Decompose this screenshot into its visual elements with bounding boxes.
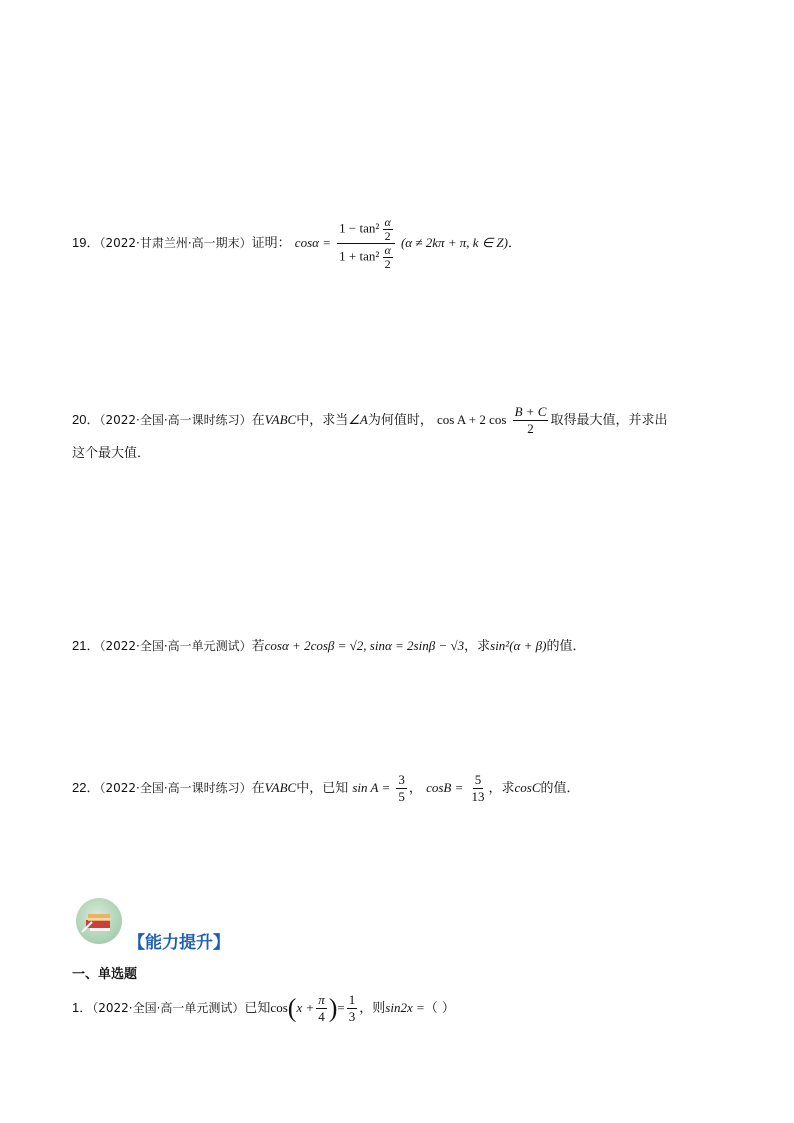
question-number: 21．: [72, 638, 100, 653]
fraction-5-13: $\frac{5}{13}$: [471, 772, 485, 804]
formula-expression: cos A + 2 cos: [436, 412, 507, 427]
question-number: 1．: [72, 1000, 93, 1015]
question-number: 20．: [72, 412, 100, 427]
question-source: （2022·全国·高一课时练习）: [99, 413, 252, 427]
question-19: 19．（2022·甘肃兰州·高一期末）证明： cosα = 1 − tan² $\frac{\alpha}{2}$ 1 + tan² $\frac{\alpha}{2}$ (α ≠ 2kπ + π, k ∈ Z)．: [72, 215, 521, 271]
formula-fraction: 1 − tan² $\frac{\alpha}{2}$ 1 + tan² $\frac{\alpha}{2}$: [337, 216, 395, 271]
fraction-3-5: $\frac{3}{5}$: [398, 772, 405, 804]
angle-symbol: ∠A: [348, 412, 368, 427]
section-title: 一、单选题: [72, 967, 138, 982]
question-21: 21．（2022·全国·高一单元测试）若cosα + 2cosβ = √2, sinα = 2sinβ − √3，求sin²(α + β)的值．: [72, 638, 586, 654]
formula-condition: (α ≠ 2kπ + π, k ∈ Z): [400, 235, 508, 250]
triangle-symbol: VABC: [264, 412, 297, 427]
question-text: 证明：: [251, 236, 291, 251]
answer-blank: （ ）: [424, 1001, 455, 1016]
book-icon-graphic: [76, 898, 122, 944]
book-icon: [76, 898, 122, 944]
fraction-1-3: $\frac{1}{3}$: [348, 992, 356, 1024]
formula-fraction: $\frac{B + C}{2}$: [514, 404, 547, 436]
question-number: 19．: [72, 235, 100, 250]
question-20: 20．（2022·全国·高一课时练习）在VABC中，求当∠A为何值时， cos A + 2 cos $\frac{B + C}{2}$ 取得最大值，并求出: [72, 404, 668, 436]
question-number: 22．: [72, 780, 100, 795]
mc-question-1: 1．（2022·全国·高一单元测试）已知cos(x + $\frac{\pi}{4}$ )= $\frac{1}{3}$ ，则sin2x =（ ）: [72, 992, 455, 1024]
question-source: （2022·全国·高一课时练习）: [99, 781, 252, 795]
formula-target: sin²(α + β): [490, 638, 547, 653]
question-20-line-2: 这个最大值．: [72, 446, 151, 461]
section-heading: 【能力提升】: [128, 933, 230, 953]
question-source: （2022·全国·高一单元测试）: [92, 1001, 245, 1015]
formula-cosB: cosB =: [426, 780, 464, 795]
fraction-pi-4: $\frac{\pi}{4}$: [318, 992, 325, 1024]
question-source: （2022·甘肃兰州·高一期末）: [99, 236, 252, 250]
formula-cosC: cosC: [514, 780, 541, 795]
formula-sinA: sin A =: [352, 780, 391, 795]
question-22: 22．（2022·全国·高一课时练习）在VABC中，已知 sin A = $\frac{3}{5}$ ， cosB = $\frac{5}{13}$ ，求cosC的值．: [72, 772, 580, 804]
triangle-symbol: VABC: [264, 780, 297, 795]
formula-expression: cosα + 2cosβ = √2, sinα = 2sinβ − √3: [264, 638, 465, 653]
question-source: （2022·全国·高一单元测试）: [99, 639, 252, 653]
formula-lhs: cosα =: [294, 235, 331, 250]
